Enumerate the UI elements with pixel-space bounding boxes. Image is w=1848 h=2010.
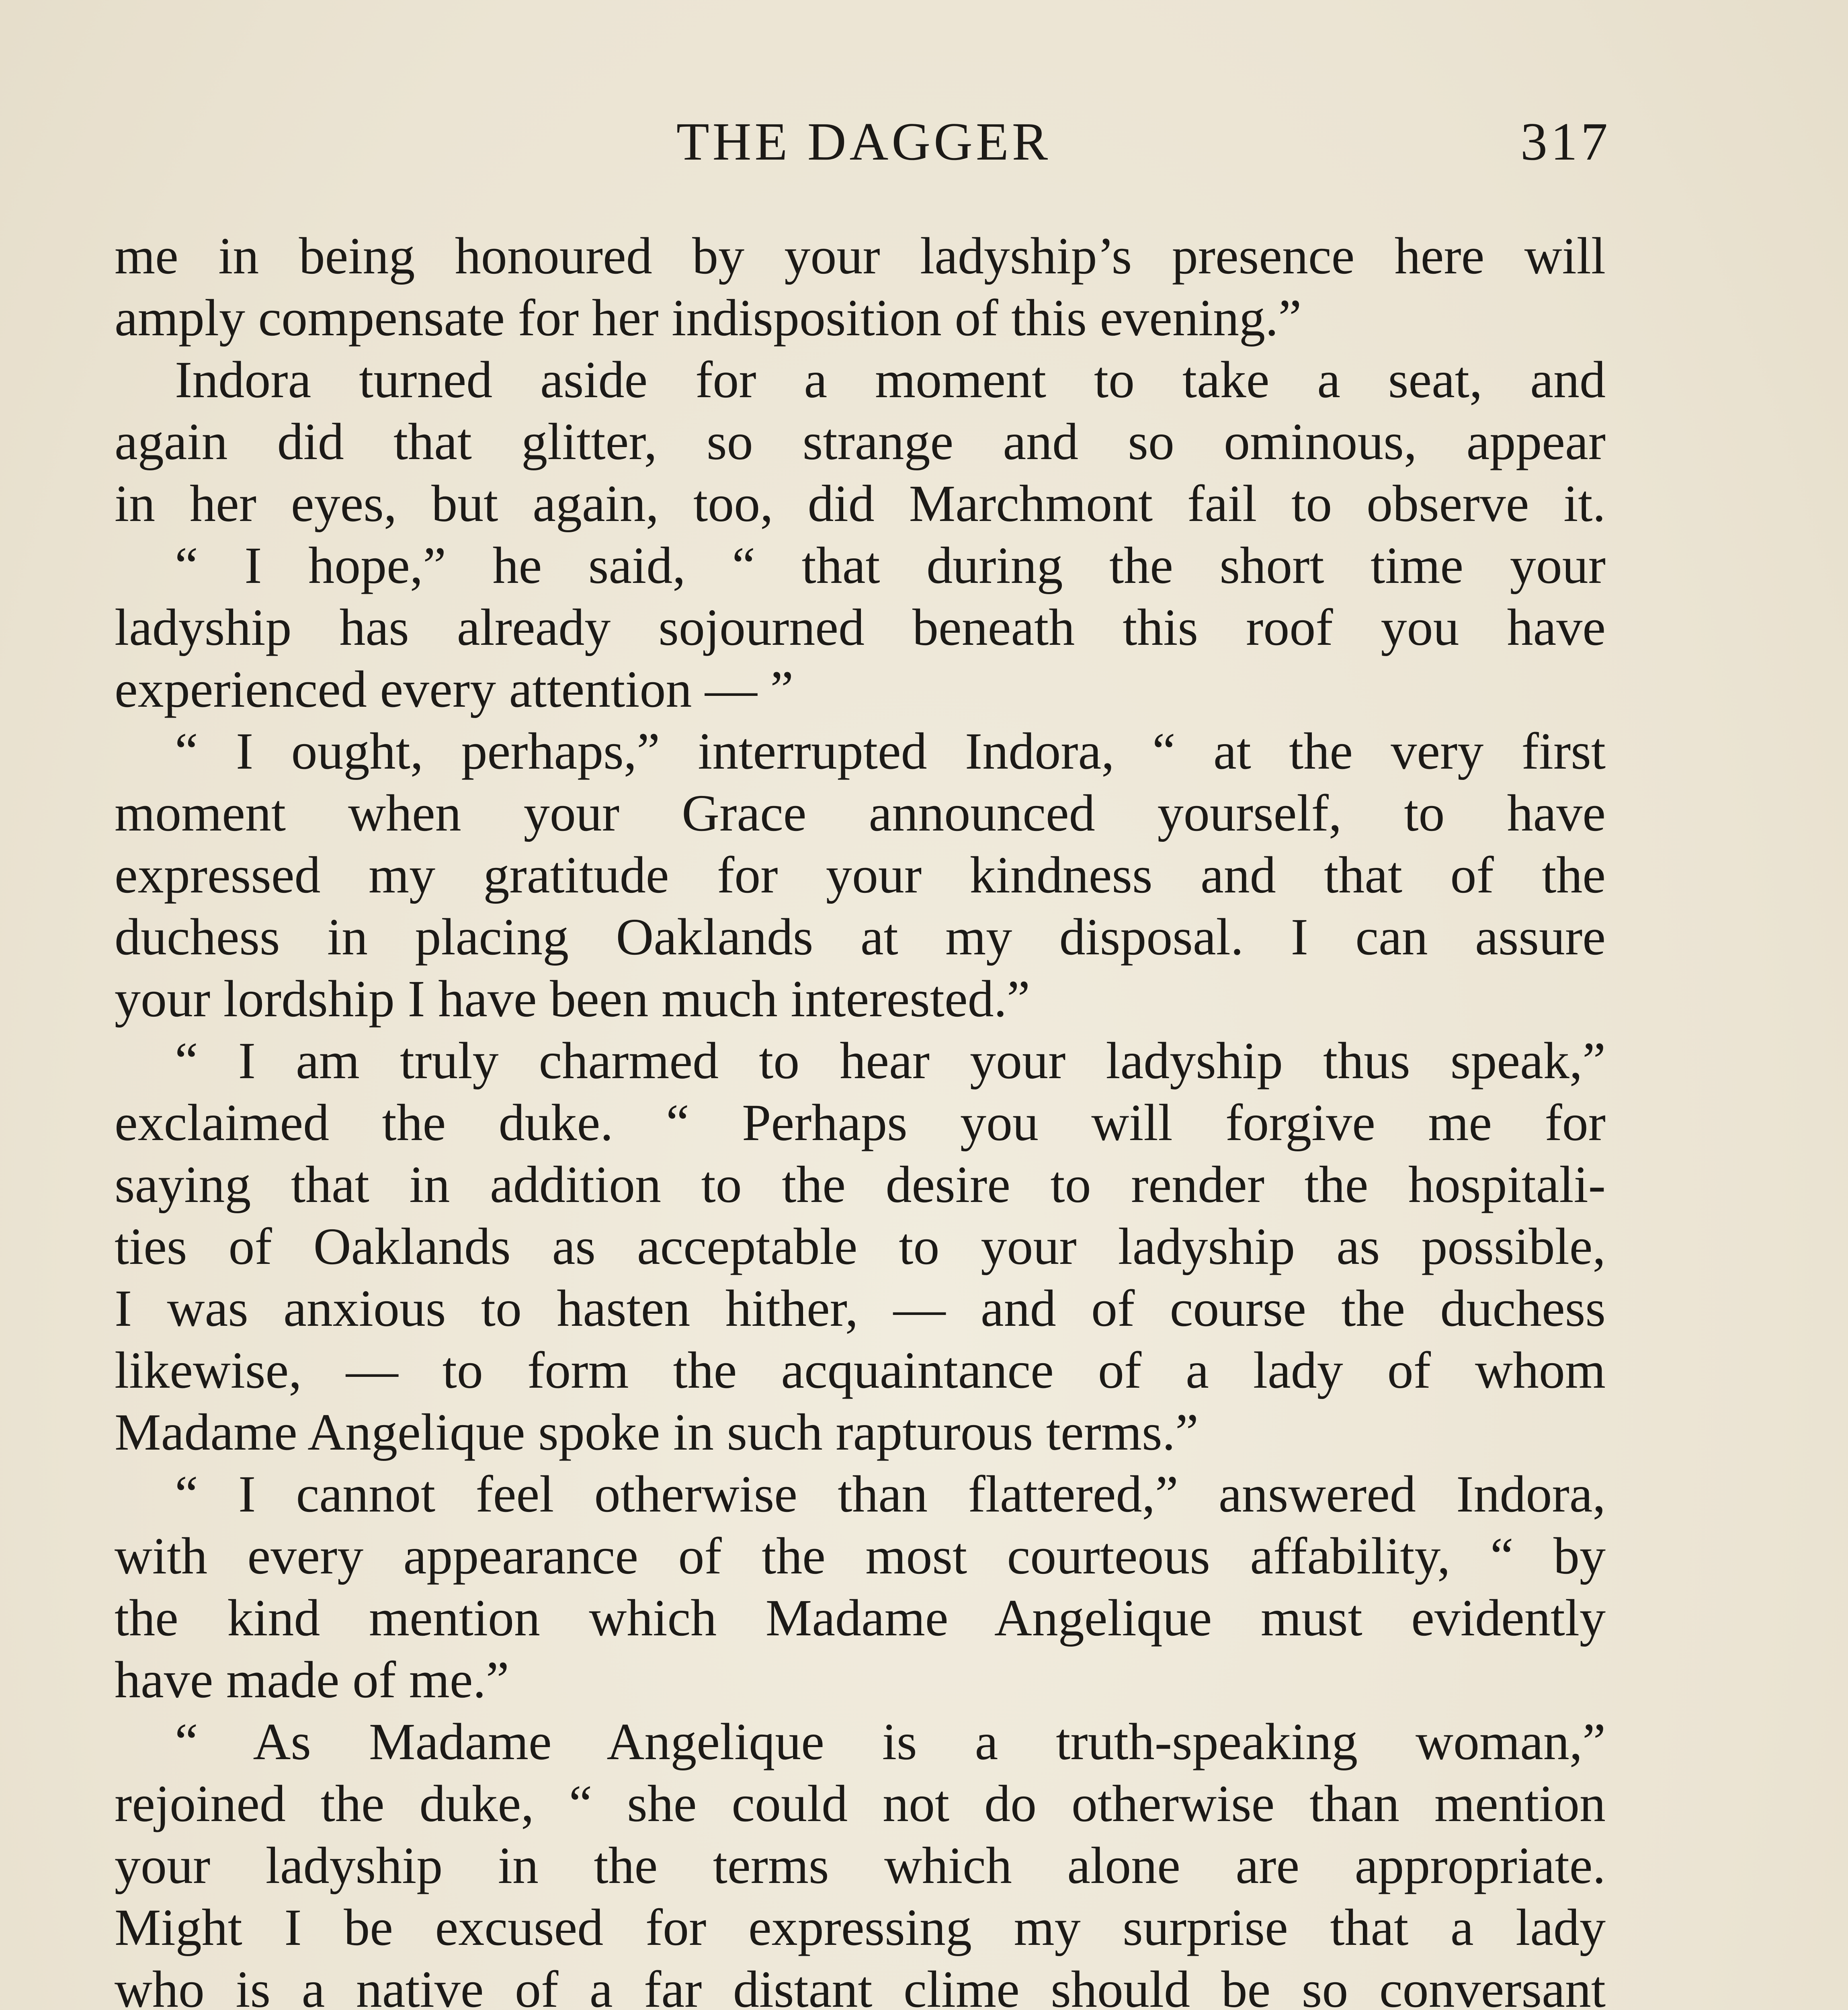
text-line: who is a native of a far distant clime should be so conversant [115,1961,1606,2010]
text-line: your ladyship in the terms which alone are appropriate. [115,1837,1606,1895]
text-line: “ I hope,” he said, “ that during the short time your [175,537,1606,595]
text-line: moment when your Grace announced yourself, to have [115,784,1606,842]
text-line: “ As Madame Angelique is a truth-speaking woman,” [175,1713,1606,1771]
text-line: Might I be excused for expressing my surprise that a lady [115,1899,1606,1957]
text-line: amply compensate for her indisposition of this evening.” [115,289,1302,347]
text-line: duchess in placing Oaklands at my disposal. I can assure [115,908,1606,966]
text-line: likewise, — to form the acquaintance of a lady of whom [115,1341,1606,1399]
text-line: I was anxious to hasten hither, — and of course the duchess [115,1280,1606,1337]
text-line: “ I ought, perhaps,” interrupted Indora, “ at the very first [175,722,1606,780]
body-text [115,225,1606,2010]
text-line: in her eyes, but again, too, did Marchmont fail to observe it. [115,475,1606,533]
text-line: expressed my gratitude for your kindness and that of the [115,846,1606,904]
text-line: ladyship has already sojourned beneath this roof you have [115,599,1606,656]
text-line: Indora turned aside for a moment to take a seat, and [175,351,1606,409]
text-line: again did that glitter, so strange and so ominous, appear [115,413,1606,471]
text-line: with every appearance of the most courteous affability, “ by [115,1527,1606,1585]
text-line: ties of Oaklands as acceptable to your ladyship as possible, [115,1218,1606,1276]
text-line: “ I cannot feel otherwise than flattered,” answered Indora, [175,1465,1606,1523]
text-line: “ I am truly charmed to hear your ladyship thus speak,” [175,1032,1606,1090]
text-line: rejoined the duke, “ she could not do otherwise than mention [115,1775,1606,1833]
page-number: 317 [1520,112,1611,171]
text-line: me in being honoured by your ladyship’s presence here will [115,227,1606,285]
text-line: your lordship I have been much interested.” [115,970,1030,1028]
text-line: Madame Angelique spoke in such rapturous terms.” [115,1403,1199,1461]
text-line: have made of me.” [115,1651,509,1709]
running-head [117,111,1611,175]
text-line: exclaimed the duke. “ Perhaps you will forgive me for [115,1094,1606,1152]
text-line: experienced every attention — ” [115,660,794,718]
text-line: saying that in addition to the desire to render the hospitali- [115,1156,1606,1214]
running-title: THE DAGGER [676,112,1051,171]
text-line: the kind mention which Madame Angelique must evidently [115,1589,1606,1647]
